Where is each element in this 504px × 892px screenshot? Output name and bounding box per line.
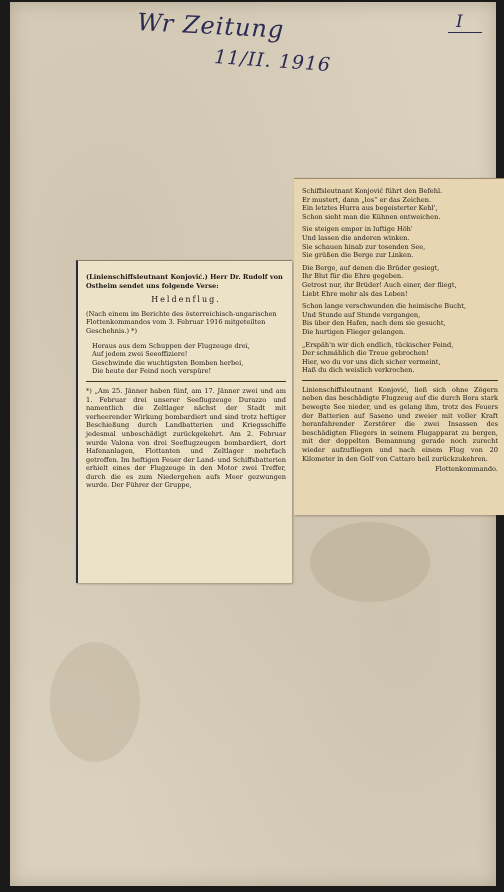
verse-line: Heraus aus dem Schuppen der Flugzeuge drei, [92,341,250,350]
verse-line: Sie steigen empor in luftige Höh' [302,225,413,234]
verse-line: Getrost nur, ihr Brüder! Auch einer, der fliegt, [302,280,457,289]
archive-sheet [10,2,496,886]
paper-stain [310,522,430,602]
verse-line: „Erspäh'n wir dich endlich, tückischer Feind, [302,340,454,349]
paper-stain [50,642,140,762]
verse-line: Schon sieht man die Kühnen entweichen. [302,212,441,221]
verse-line: Die heute der Feind noch verspüre! [92,367,212,376]
right-clipping-text [302,187,498,474]
verse-line: Sie grüßen die Berge zur Linken. [302,251,414,260]
page-mark-underline [448,32,482,33]
verse-line: Schon lange verschwunden die heimische Bucht, [302,302,467,311]
verse-line: Die Berge, auf denen die Brüder gesiegt, [302,263,440,272]
verse-line: Bis über den Hafen, nach dem sie gesucht, [302,319,446,328]
verse-line: Der schmählich die Treue gebrochen! [302,349,429,358]
footnote-right: Linienschiffsleutnant Konjović, ließ sich ohne Zögern neben das beschädigte Flugzeug auf die durch Bora stark bewegte See nieder, und es gelang ihm, trotz des Feuers der Batterien auf Saseno und zweier mit voller Kraft heranfahrender Zerstörer die zwei Insassen des beschädigten Fliegers in seinem Flugapparat zu bergen, mit der doppelten Bemannung gerade noch zurecht wieder aufzufliegen und nach einem Flug von 20 Kilometer in den Golf von Cattaro heil zurückzukehren. [302,385,498,463]
left-newspaper-clipping [76,260,292,583]
verse-line: Hier, wo du vor uns dich sicher vermeint, [302,357,441,366]
verse-line: Auf jedem zwei Seeoffiziere! [92,350,188,359]
page-number-mark: I [456,12,463,32]
divider [86,381,286,382]
verse-line: Schiffsleutnant Konjović führt den Befehl. [302,187,443,195]
verse-line: Ihr Blut für die Ehre gegeben. [302,272,404,281]
right-newspaper-clipping [294,178,504,515]
left-clipping-text [86,273,286,490]
verse-line: Er mustert, dann „los“ er das Zeichen. [302,195,432,204]
poem-note: (Nach einem im Berichte des österreichisch-ungarischen Flottenkommandos vom 3. Februar 1916 mitgeteilten Geschehnis.) *) [86,309,277,335]
verse-line: Liebt Ehre mehr als das Leben! [302,289,408,298]
verse-line: Haß du dich weislich verkrochen. [302,366,415,375]
verse-line: Und lassen die anderen winken. [302,233,410,242]
poem-heading: Heldenflug. [151,295,221,305]
clipping-intro: (Linienschiffsleutnant Konjović.) Herr Dr. Rudolf von Ostheim sendet uns folgende Verse: [86,273,283,290]
verse-line: Und Stunde auf Stunde vergangen, [302,310,421,319]
handwritten-title: Wr Zeitung [136,8,285,44]
divider [302,380,498,381]
handwritten-date: 11/II. 1916 [213,46,332,77]
verse-line: Ein letztes Hurra aus begeisterter Kehl', [302,204,438,213]
footnote-left: *) „Am 25. Jänner haben fünf, am 17. Jänner zwei und am 1. Februar drei unserer Seeflugzeuge Durazzo und namentlich die Zeltlager nächst der Stadt mit verheerender Wirkung bombardiert und sind trotz heftiger Beschießung durch Landbatterien und Kriegsschiffe jedesmal unbeschädigt zurückgekehrt. Am 2. Februar wurde Valona von drei Seeflugzeugen bombardiert, dort Hafenanlagen, Flottanten und Zeltlager mehrfach getroffen. Im heftigen Feuer der Land- und Schiffsbatterien erhielt eines der Flugzeuge in den Motor zwei Treffer, durch die es zum Niedergehen aufs Meer gezwungen wurde. Der Führer der Gruppe, [86,386,286,490]
verse-line: Die hurtigen Flieger gelangen. [302,327,406,336]
verse-line: Geschwinde die wuchtigsten Bomben herbei, [92,358,244,367]
signature-flottenkommando: Flottenkommando. [435,465,498,474]
verse-line: Sie schauen hinab zur tosenden See, [302,242,426,251]
